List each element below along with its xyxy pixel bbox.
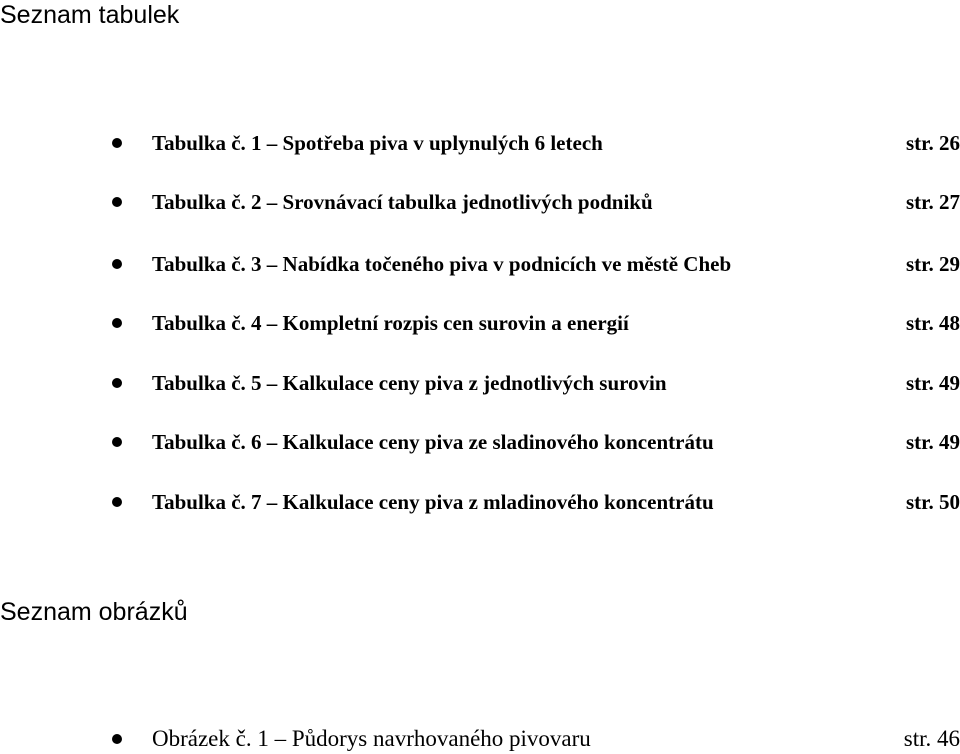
table-entry-title: Tabulka č. 5 – Kalkulace ceny piva z jednotlivých surovin xyxy=(152,371,667,395)
table-entry xyxy=(0,487,960,517)
bullet-icon xyxy=(112,138,122,148)
table-entry-title: Tabulka č. 3 – Nabídka točeného piva v podnicích ve městě Cheb xyxy=(152,252,732,276)
table-entry-title: Tabulka č. 6 – Kalkulace ceny piva ze sladinového koncentrátu xyxy=(152,430,714,454)
table-entry xyxy=(0,368,960,398)
bullet-icon xyxy=(112,318,122,328)
table-entry xyxy=(0,427,960,457)
table-entry-page: str. 49 xyxy=(905,371,960,395)
table-entry xyxy=(0,187,960,217)
tables-list-heading: Seznam tabulek xyxy=(0,1,180,29)
figure-entry-page: str. 46 xyxy=(903,726,960,751)
table-entry xyxy=(0,308,960,338)
table-entry-page: str. 48 xyxy=(905,311,960,335)
figure-entry xyxy=(0,724,960,754)
table-entry-page: str. 50 xyxy=(905,490,960,514)
figures-list-heading: Seznam obrázků xyxy=(0,598,188,626)
bullet-icon xyxy=(112,197,122,207)
bullet-icon xyxy=(112,497,122,507)
bullet-icon xyxy=(112,378,122,388)
table-entry-title: Tabulka č. 1 – Spotřeba piva v uplynulých 6 letech xyxy=(152,131,603,155)
bullet-icon xyxy=(112,734,122,744)
table-entry-title: Tabulka č. 4 – Kompletní rozpis cen surovin a energií xyxy=(152,311,629,335)
table-entry xyxy=(0,249,960,279)
table-entry-page: str. 26 xyxy=(905,131,960,155)
bullet-icon xyxy=(112,437,122,447)
bullet-icon xyxy=(112,259,122,269)
table-entry-page: str. 27 xyxy=(905,190,960,214)
table-entry-page: str. 49 xyxy=(905,430,960,454)
table-entry-page: str. 29 xyxy=(905,252,960,276)
table-entry-title: Tabulka č. 7 – Kalkulace ceny piva z mladinového koncentrátu xyxy=(152,490,714,514)
table-entry xyxy=(0,128,960,158)
table-entry-title: Tabulka č. 2 – Srovnávací tabulka jednotlivých podniků xyxy=(152,190,653,214)
figure-entry-title: Obrázek č. 1 – Půdorys navrhovaného pivovaru xyxy=(152,726,591,751)
